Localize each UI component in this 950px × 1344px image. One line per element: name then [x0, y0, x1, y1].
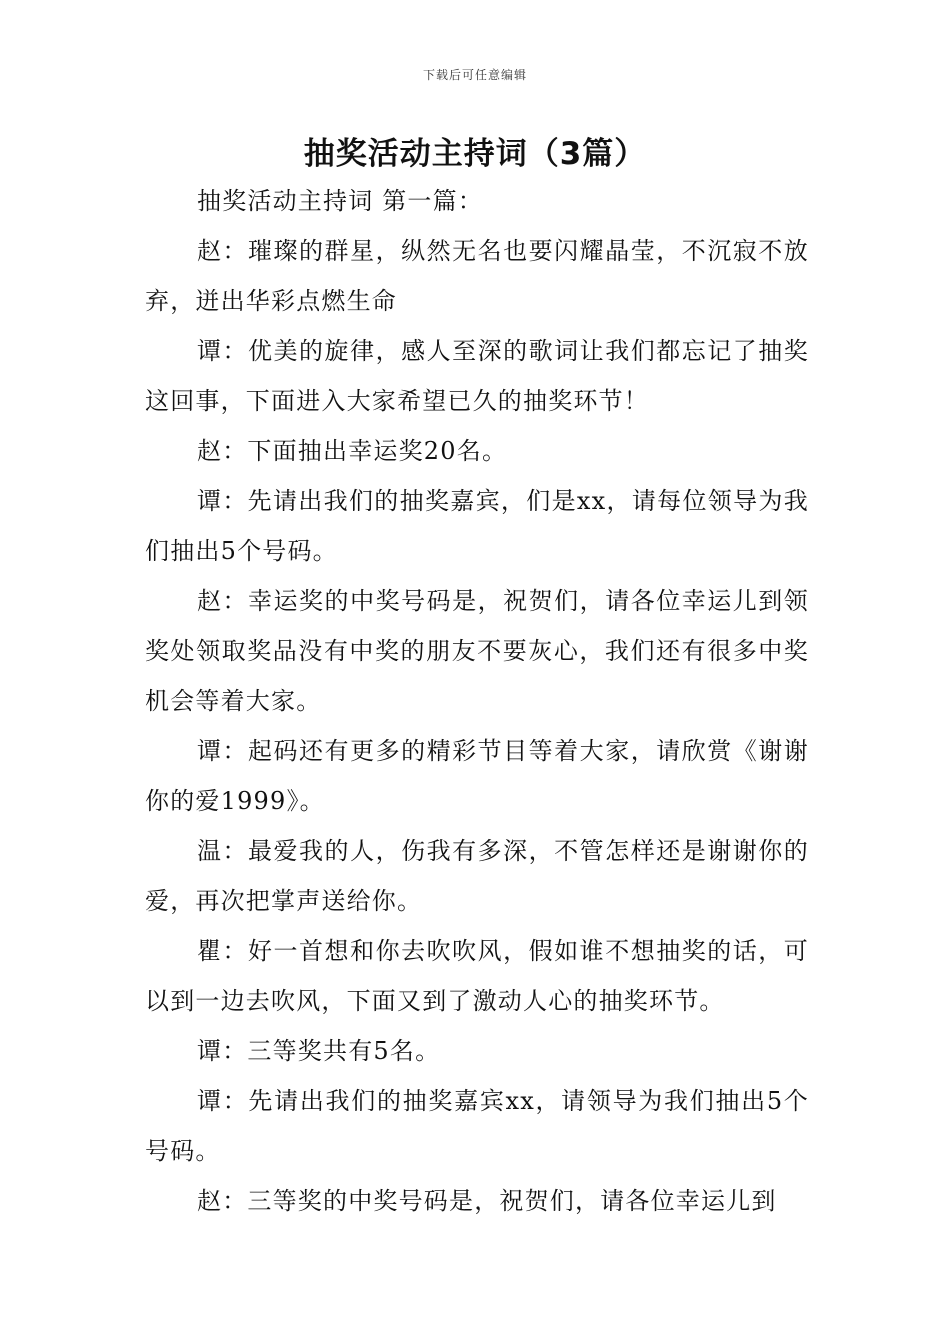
paragraph: 瞿：好一首想和你去吹吹风，假如谁不想抽奖的话，可以到一边去吹风，下面又到了激动人心的抽奖环节。 — [145, 937, 809, 1015]
paragraph: 谭：优美的旋律，感人至深的歌词让我们都忘记了抽奖这回事，下面进入大家希望已久的抽奖环节！ — [145, 337, 809, 415]
paragraph: 抽奖活动主持词 第一篇： — [197, 187, 484, 215]
document-body — [145, 176, 809, 1226]
paragraph: 温：最爱我的人，伤我有多深，不管怎样还是谢谢你的爱，再次把掌声送给你。 — [145, 837, 809, 915]
document-title: 抽奖活动主持词（3篇） — [303, 136, 647, 172]
paragraph: 谭：先请出我们的抽奖嘉宾，们是xx，请每位领导为我们抽出5个号码。 — [145, 487, 809, 565]
paragraph: 谭：先请出我们的抽奖嘉宾xx，请领导为我们抽出5个号码。 — [145, 1087, 809, 1165]
paragraph: 赵：三等奖的中奖号码是，祝贺们，请各位幸运儿到 — [197, 1187, 777, 1215]
paragraph: 赵：下面抽出幸运奖20名。 — [197, 437, 508, 465]
paragraph: 赵：璀璨的群星，纵然无名也要闪耀晶莹，不沉寂不放弃，迸出华彩点燃生命 — [145, 237, 809, 315]
paragraph: 谭：三等奖共有5名。 — [197, 1037, 441, 1065]
header-note: 下载后可任意编辑 — [422, 68, 527, 82]
paragraph: 谭：起码还有更多的精彩节目等着大家，请欣赏《谢谢你的爱1999》。 — [145, 737, 809, 815]
paragraph: 赵：幸运奖的中奖号码是，祝贺们，请各位幸运儿到领奖处领取奖品没有中奖的朋友不要灰心，我们还有很多中奖机会等着大家。 — [145, 587, 809, 715]
